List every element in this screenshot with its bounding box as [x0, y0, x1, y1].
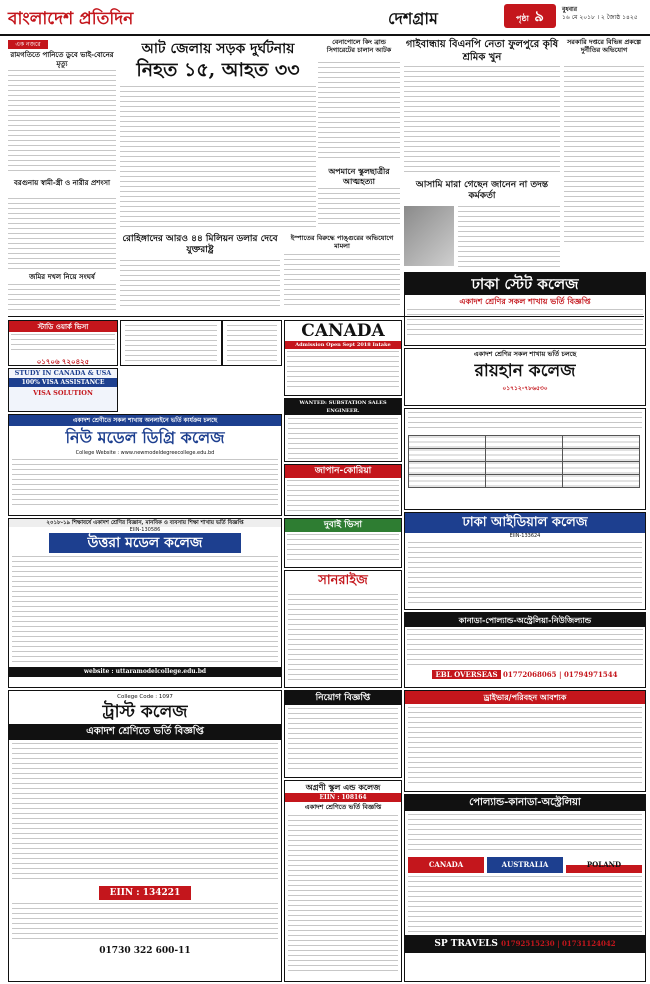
canada-ad-body — [287, 351, 399, 391]
agrani-ad-eiin: EIIN : 108164 — [285, 793, 401, 802]
classified-ad-body-2 — [227, 325, 277, 361]
story-4-headline: সরকারি দপ্তরে বিভিন্ন প্রকল্পে দুর্নীতির অভিযোগ — [566, 38, 641, 54]
trust-college-ad — [8, 690, 282, 982]
uttara-ad-web: website : uttaramodelcollege.edu.bd — [9, 667, 281, 677]
new-model-ad-title: নিউ মডেল ডিগ্রি কলেজ — [65, 428, 225, 447]
study-ad-title: STUDY IN CANADA & USA — [14, 369, 112, 377]
brief-body-2 — [8, 198, 116, 270]
story-4-body — [564, 66, 644, 242]
dhaka-state-ad-title: ঢাকা স্টেট কলেজ — [405, 273, 645, 295]
dubai-ad-body — [287, 534, 399, 564]
ebl-ad-row — [405, 669, 645, 680]
agrani-school-ad — [284, 780, 402, 982]
sp-ad-body-2 — [408, 876, 642, 932]
ohe-ad-phone: ০১৭০৬ ৭২০৪২৫ — [36, 358, 90, 366]
new-model-ad-sub: একাদশ শ্রেণীতে সকল শাখায় অনলাইনে ভর্তি কার্যক্রম চলছে — [9, 415, 281, 426]
story-2-body — [404, 66, 560, 176]
page-number: ৯ — [534, 7, 544, 25]
can-pol-ad-body — [407, 629, 643, 667]
ohe-ad-body — [11, 334, 115, 354]
driver-ad-title: ড্রাইভার/পরিবহন আবশ্যক — [405, 691, 645, 704]
driver-ad-body — [408, 707, 642, 787]
new-model-ad-web: College Website : www.newmodeldegreecollege.edu.bd — [75, 450, 215, 456]
lead-headline-line2: নিহত ১৫, আহত ৩৩ — [136, 59, 300, 81]
sp-travels-ad — [404, 794, 646, 982]
brief-body — [8, 70, 116, 175]
uttara-ad-eiin: EIIN-130586 — [129, 527, 161, 533]
small-classified-ad — [120, 320, 222, 366]
dhaka-ideal-ad-body — [408, 542, 642, 606]
accused-body — [458, 206, 560, 268]
sp-ad-phones: 01792515230 | 01731124042 — [501, 939, 616, 948]
newspaper-logo: বাংলাদেশ প্রতিদিন — [8, 9, 134, 29]
uttara-ad-notice: ২০১৮-১৯ শিক্ষাবর্ষে একাদশ শ্রেণির বিজ্ঞান, মানবিক ও ব্যবসায় শিক্ষা শাখায় ভর্তি বিজ্ঞপ্তি — [9, 519, 281, 527]
sunrise-ad-title: সানরাইজ — [318, 573, 368, 588]
dateline-day: বুধবার — [562, 6, 578, 13]
classified-ad-body — [125, 325, 217, 361]
flag-australia: AUSTRALIA — [487, 857, 563, 873]
agrani-ad-sub: একাদশ শ্রেণিতে ভর্তি বিজ্ঞপ্তি — [304, 803, 382, 811]
rohingya-headline: রোহিঙ্গাদের আরও ৪৪ মিলিয়ন ডলার দেবে যুক্তরাষ্ট্র — [122, 234, 278, 255]
canada-poland-ad — [404, 612, 646, 688]
ohe-ad-title: স্টাডি ওয়ার্ক ভিসা — [9, 321, 117, 332]
admission-table — [408, 435, 640, 488]
dateline-date: ১৬ মে ২০১৮ । ২ জ্যৈষ্ঠ ১৪২৫ — [562, 14, 638, 21]
news-photo — [404, 206, 454, 266]
ohe-ad — [8, 320, 118, 366]
recruitment-ad — [284, 690, 402, 778]
wanted-ad-title: WANTED: SUBSTATION SALES ENGINEER. — [285, 399, 401, 415]
accused-headline: আসামি মারা গেছেন জানেন না তদন্ত কর্মকর্তা — [415, 180, 549, 201]
rayhan-college-ad — [404, 348, 646, 406]
story-3-body — [318, 62, 400, 162]
canada-ad-sub: Admission Open Sept 2018 Intake — [285, 341, 401, 349]
uttara-ad-title: উত্তরা মডেল কলেজ — [49, 533, 241, 553]
brief-label: এক নজরে — [8, 40, 48, 49]
japan-korea-ad — [284, 464, 402, 516]
admission-table-header — [408, 412, 642, 432]
new-model-ad-body — [12, 459, 278, 507]
wanted-ad-body — [288, 418, 398, 462]
rayhan-ad-sub: একাদশ শ্রেণির সকল শাখায় ভর্তি চলছে — [473, 350, 577, 358]
dubai-ad-title: দুবাই ভিসা — [285, 519, 401, 532]
sunrise-coaching-ad — [284, 570, 402, 688]
dhaka-state-college-ad — [404, 272, 646, 346]
flag-canada: CANADA — [408, 857, 484, 873]
study-ad-brand: VISA SOLUTION — [33, 389, 93, 397]
dhaka-ideal-ad-eiin: EIIN-133624 — [509, 533, 541, 539]
flag-poland: POLAND — [566, 857, 642, 873]
suicide-body — [318, 188, 400, 228]
ebl-ad-title: EBL OVERSEAS — [432, 670, 500, 679]
story-2-headline: গাইবান্ধায় বিএনপি নেতা ফুলপুরে কৃষি শ্রমিক খুন — [405, 39, 559, 63]
brief-body-3 — [8, 284, 116, 314]
canada-ad-title: CANADA — [301, 321, 385, 341]
niyog-ad-body — [288, 708, 398, 772]
trust-ad-code: College Code : 1097 — [117, 694, 173, 700]
new-model-college-ad — [8, 414, 282, 516]
small-classified-ad-2 — [222, 320, 282, 366]
lead-headline-line1: আট জেলায় সড়ক দুর্ঘটনায় — [141, 41, 295, 57]
ebl-ad-phones: 01772068065 | 01794971544 — [502, 670, 618, 679]
rayhan-ad-phone: ০১৭১২-৭৮৬৫৩০ — [502, 385, 548, 392]
sp-ad-footer — [405, 935, 645, 953]
suicide-headline: অপমানে স্কুলছাত্রীর আত্মহত্যা — [328, 166, 390, 186]
can-pol-ad-title: কানাডা-পোল্যান্ড-অস্ট্রেলিয়া-নিউজিল্যান্ড — [405, 613, 645, 627]
page-number-badge — [504, 4, 556, 28]
section-title: দেশগ্রাম — [388, 9, 438, 28]
trust-ad-phone: 01730 322 600-11 — [99, 946, 191, 956]
brief-headline: রামগতিতে পানিতে ডুবে ভাই-বোনের মৃত্যু — [10, 50, 114, 68]
rohingya-body — [120, 260, 280, 308]
page-word: পৃষ্ঠা — [516, 14, 529, 23]
sunrise-ad-body — [288, 594, 398, 682]
canada-study-ad — [284, 320, 402, 396]
trust-ad-eiin: EIIN : 134221 — [99, 886, 191, 900]
pol-can-aus-title: পোল্যান্ড-কানাডা-অস্ট্রেলিয়া — [405, 795, 645, 811]
trust-ad-body-2 — [12, 903, 278, 941]
flag-row — [408, 857, 642, 873]
dhaka-ideal-ad-title: ঢাকা আইডিয়াল কলেজ — [405, 513, 645, 533]
admission-table-ad — [404, 408, 646, 510]
canada-usa-ad — [8, 368, 118, 412]
japan-ad-body — [287, 480, 399, 512]
sp-ad-body — [408, 814, 642, 854]
agrani-ad-title: অগ্রণী স্কুল এন্ড কলেজ — [305, 782, 381, 792]
wanted-ad — [284, 398, 402, 462]
trust-ad-body — [12, 743, 278, 883]
sp-ad-title: SP TRAVELS — [434, 939, 498, 949]
japan-ad-title: জাপান-কোরিয়া — [285, 465, 401, 478]
dateline — [562, 6, 646, 22]
niyog-ad-title: নিয়োগ বিজ্ঞপ্তি — [285, 691, 401, 705]
driver-wanted-ad — [404, 690, 646, 792]
brief-headline-3: জমির দখল নিয়ে সংঘর্ষ — [29, 272, 95, 281]
dhaka-state-ad-sub: একাদশ শ্রেণির সকল শাখায় ভর্তি বিজ্ঞপ্তি — [459, 296, 591, 306]
trust-ad-sub: একাদশ শ্রেণিতে ভর্তি বিজ্ঞপ্তি — [9, 724, 281, 740]
lead-story-body — [120, 86, 316, 228]
study-ad-sub: 100% VISA ASSISTANCE — [9, 378, 117, 387]
agrani-ad-body — [288, 815, 398, 975]
story-3-headline: বেনাপোলে কিং ব্রান্ড সিগারেটের চালান আটক — [326, 38, 392, 54]
uttara-model-college-ad — [8, 518, 282, 688]
dubai-visa-ad — [284, 518, 402, 568]
dhaka-ideal-college-ad — [404, 512, 646, 610]
shop-headline: ইস্পাতের বিরুদ্ধে পাঙ্গুরের অভিযোগে মামলা — [290, 234, 394, 250]
shop-body — [284, 254, 400, 308]
uttara-ad-body — [12, 556, 278, 664]
trust-ad-title: ট্রাস্ট কলেজ — [102, 702, 188, 722]
brief-headline-2: বরগুনায় স্বামী-স্ত্রী ও নারীর প্রশংসা — [13, 178, 111, 187]
dhaka-state-ad-body — [407, 309, 643, 339]
rayhan-ad-title: রায়হান কলেজ — [474, 361, 576, 381]
